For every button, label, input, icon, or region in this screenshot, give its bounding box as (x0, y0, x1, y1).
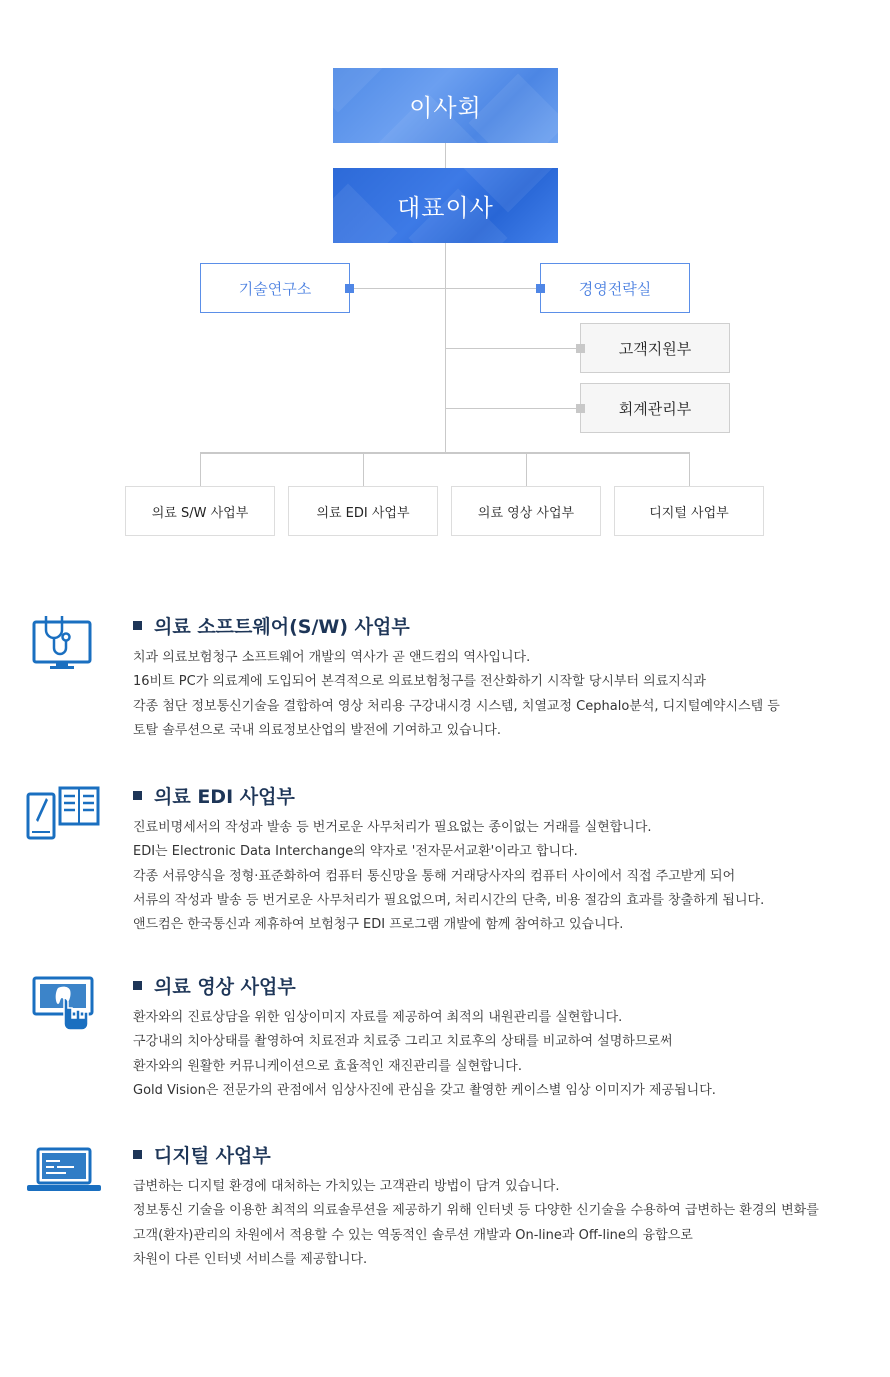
board-label: 이사회 (409, 94, 482, 122)
body-line: 앤드컴은 한국통신과 제휴하여 보험청구 EDI 프로그램 개발에 함께 참여하고 있습니다. (133, 917, 624, 933)
body-line: 서류의 작성과 발송 등 번거로운 사무처리가 필요없으며, 처리시간의 단축, 비용 절감의 효과를 창출하게 됩니다. (133, 892, 765, 908)
section-imaging (0, 972, 890, 1112)
section-body (133, 646, 780, 743)
section-title: 의료 영상 사업부 (154, 976, 296, 998)
body-line: 차원이 다른 인터넷 서비스를 제공합니다. (133, 1251, 368, 1267)
body-line: 환자와의 원활한 커뮤니케이션으로 효율적인 재진관리를 실현합니다. (133, 1058, 522, 1074)
body-line: 치과 의료보험청구 소프트웨어 개발의 역사가 곧 앤드컴의 역사입니다. (133, 650, 531, 665)
customer-support-label: 고객지원부 (618, 339, 692, 358)
body-line: 토탈 솔루션으로 국내 의료정보산업의 발전에 기여하고 있습니다. (133, 722, 501, 738)
board-box (333, 68, 558, 143)
ceo-box (333, 168, 558, 243)
division-imaging-label: 의료 영상 사업부 (477, 505, 575, 521)
division-digital-label: 디지털 사업부 (649, 505, 729, 521)
bullet-square-icon (133, 981, 142, 990)
division-imaging-box (451, 486, 601, 536)
division-edi-box (288, 486, 438, 536)
body-line: 구강내의 치아상태를 촬영하여 치료전과 치료중 그리고 치료후의 상태를 비교하여 설명하므로써 (133, 1034, 673, 1050)
accounting-label: 회계관리부 (618, 399, 692, 418)
rnd-center-box (200, 263, 350, 313)
org-chart (0, 0, 890, 560)
section-title: 의료 소프트웨어(S/W) 사업부 (154, 616, 410, 638)
body-line: EDI는 Electronic Data Interchange의 약자로 '전자문서교환'이라고 합니다. (133, 844, 578, 860)
accounting-box (580, 383, 730, 433)
bullet-square-icon (133, 1150, 142, 1159)
strategy-office-label: 경영전략실 (578, 279, 652, 298)
monitor-stethoscope-icon (24, 612, 104, 672)
customer-support-box (580, 323, 730, 373)
bullet-square-icon (133, 621, 142, 630)
laptop-icon (24, 1141, 104, 1201)
tablet-document-icon (24, 782, 104, 842)
rnd-center-label: 기술연구소 (238, 279, 312, 298)
body-line: 진료비명세서의 작성과 발송 등 번거로운 사무처리가 필요없는 종이없는 거래를 실현합니다. (133, 820, 652, 835)
section-body (133, 816, 764, 937)
body-line: 정보통신 기술을 이용한 최적의 의료솔루션을 제공하기 위해 인터넷 등 다양한 신기술을 수용하여 급변하는 환경의 변화를 (133, 1203, 819, 1219)
ceo-label: 대표이사 (397, 194, 494, 222)
body-line: Gold Vision은 전문가의 관점에서 임상사진에 관심을 갖고 촬영한 케이스별 임상 이미지가 제공됩니다. (133, 1082, 716, 1098)
strategy-connector-dot (536, 284, 545, 293)
accounting-connector-dot (576, 404, 585, 413)
rnd-connector-dot (345, 284, 354, 293)
support-connector-dot (576, 344, 585, 353)
section-title: 디지털 사업부 (154, 1145, 271, 1167)
section-title: 의료 EDI 사업부 (154, 786, 295, 808)
body-line: 환자와의 진료상담을 위한 임상이미지 자료를 제공하여 최적의 내원관리를 실현합니다. (133, 1010, 623, 1025)
body-line: 각종 첨단 정보통신기술을 결합하여 영상 처리용 구강내시경 시스템, 치열교정 Cephalo분석, 디지털예약시스템 등 (133, 698, 780, 714)
division-sw-label: 의료 S/W 사업부 (151, 505, 249, 521)
strategy-office-box (540, 263, 690, 313)
section-body (133, 1006, 716, 1103)
body-line: 급변하는 디지털 환경에 대처하는 가치있는 고객관리 방법이 담겨 있습니다. (133, 1179, 560, 1194)
section-digital (0, 1141, 890, 1281)
touch-screen-tooth-icon (24, 972, 104, 1032)
body-line: 고객(환자)관리의 차원에서 적용할 수 있는 역동적인 솔루션 개발과 On-line과 Off-line의 융합으로 (133, 1227, 693, 1243)
division-edi-label: 의료 EDI 사업부 (316, 505, 410, 521)
body-line: 16비트 PC가 의료계에 도입되어 본격적으로 의료보험청구를 전산화하기 시작할 당시부터 의료지식과 (133, 674, 706, 690)
section-sw (0, 612, 890, 752)
body-line: 각종 서류양식을 정형·표준화하여 컴퓨터 통신망을 통해 거래당사자의 컴퓨터 사이에서 직접 주고받게 되어 (133, 868, 736, 884)
division-sw-box (125, 486, 275, 536)
bullet-square-icon (133, 791, 142, 800)
division-digital-box (614, 486, 764, 536)
section-edi (0, 782, 890, 947)
section-body (133, 1175, 819, 1272)
